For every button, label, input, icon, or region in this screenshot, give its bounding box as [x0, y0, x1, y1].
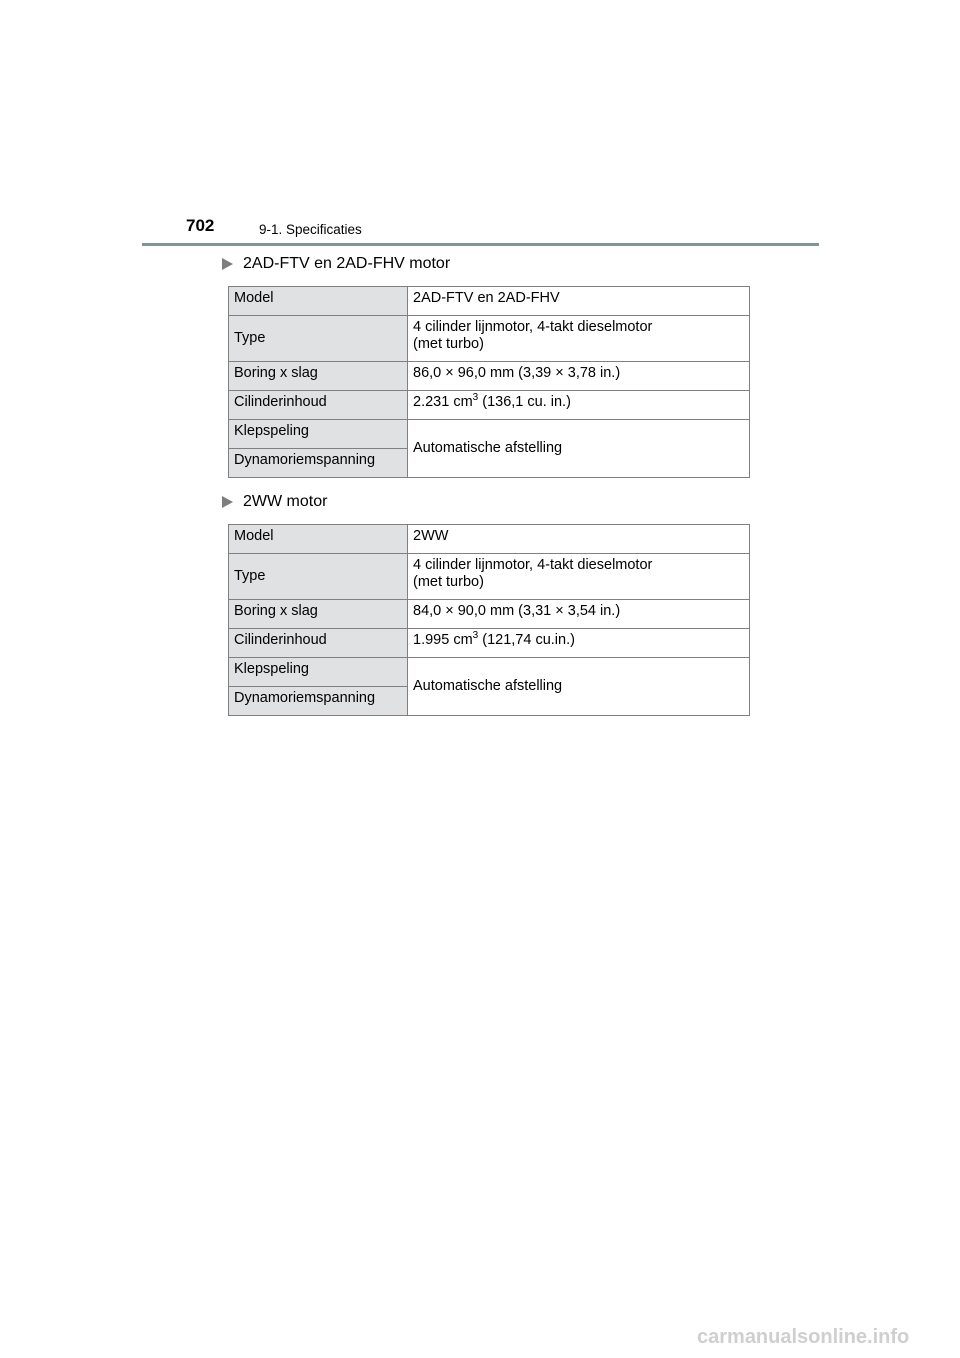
row-value-model: 2AD-FTV en 2AD-FHV [408, 287, 750, 316]
row-value-displacement [408, 629, 750, 658]
displacement-rest: (136,1 cu. in.) [478, 394, 571, 410]
table-row [229, 629, 750, 658]
type-line-2: (met turbo) [413, 574, 484, 590]
row-label-belt-tension: Dynamoriemspanning [229, 449, 408, 478]
displacement-sup: 3 [472, 630, 479, 642]
type-line-2: (met turbo) [413, 336, 484, 352]
spec-table-2ww [228, 524, 750, 716]
row-label-displacement: Cilinderinhoud [229, 629, 408, 658]
page-number: 702 [186, 216, 215, 235]
row-value-type [408, 554, 750, 600]
engine-heading-2ad [222, 255, 450, 273]
row-label-bore-stroke: Boring x slag [229, 600, 408, 629]
displacement-rest: (121,74 cu.in.) [478, 632, 575, 648]
row-label-displacement: Cilinderinhoud [229, 391, 408, 420]
row-label-type: Type [229, 316, 408, 362]
engine-heading-2ww [222, 493, 327, 511]
spec-table-2ad [228, 286, 750, 478]
engine-heading-label: 2AD-FTV en 2AD-FHV motor [243, 255, 451, 272]
displacement-main: 1.995 cm [413, 632, 473, 648]
row-value-auto-adjust: Automatische afstelling [408, 420, 750, 478]
row-label-model: Model [229, 287, 408, 316]
row-label-belt-tension: Dynamoriemspanning [229, 687, 408, 716]
row-label-type: Type [229, 554, 408, 600]
displacement-sup: 3 [472, 392, 479, 404]
engine-heading-label: 2WW motor [243, 493, 328, 510]
table-row [229, 362, 750, 391]
row-value-auto-adjust: Automatische afstelling [408, 658, 750, 716]
row-value-bore-stroke: 84,0 × 90,0 mm (3,31 × 3,54 in.) [408, 600, 750, 629]
row-label-model: Model [229, 525, 408, 554]
row-label-bore-stroke: Boring x slag [229, 362, 408, 391]
row-label-valve-clearance: Klepspeling [229, 658, 408, 687]
type-line-1: 4 cilinder lijnmotor, 4-takt dieselmotor [413, 557, 653, 573]
row-value-model: 2WW [408, 525, 750, 554]
row-value-bore-stroke: 86,0 × 96,0 mm (3,39 × 3,78 in.) [408, 362, 750, 391]
row-label-valve-clearance: Klepspeling [229, 420, 408, 449]
table-row [229, 391, 750, 420]
table-row [229, 420, 750, 449]
watermark: carmanualsonline.info [697, 1326, 910, 1348]
table-row [229, 600, 750, 629]
type-line-1: 4 cilinder lijnmotor, 4-takt dieselmotor [413, 319, 653, 335]
header-rule [142, 243, 819, 246]
table-row [229, 525, 750, 554]
section-title: 9-1. Specificaties [259, 222, 362, 237]
displacement-main: 2.231 cm [413, 394, 473, 410]
table-row [229, 287, 750, 316]
row-value-type [408, 316, 750, 362]
row-value-displacement [408, 391, 750, 420]
arrow-right-icon [222, 258, 233, 270]
arrow-right-icon [222, 496, 233, 508]
table-row [229, 554, 750, 600]
table-row [229, 316, 750, 362]
table-row [229, 658, 750, 687]
